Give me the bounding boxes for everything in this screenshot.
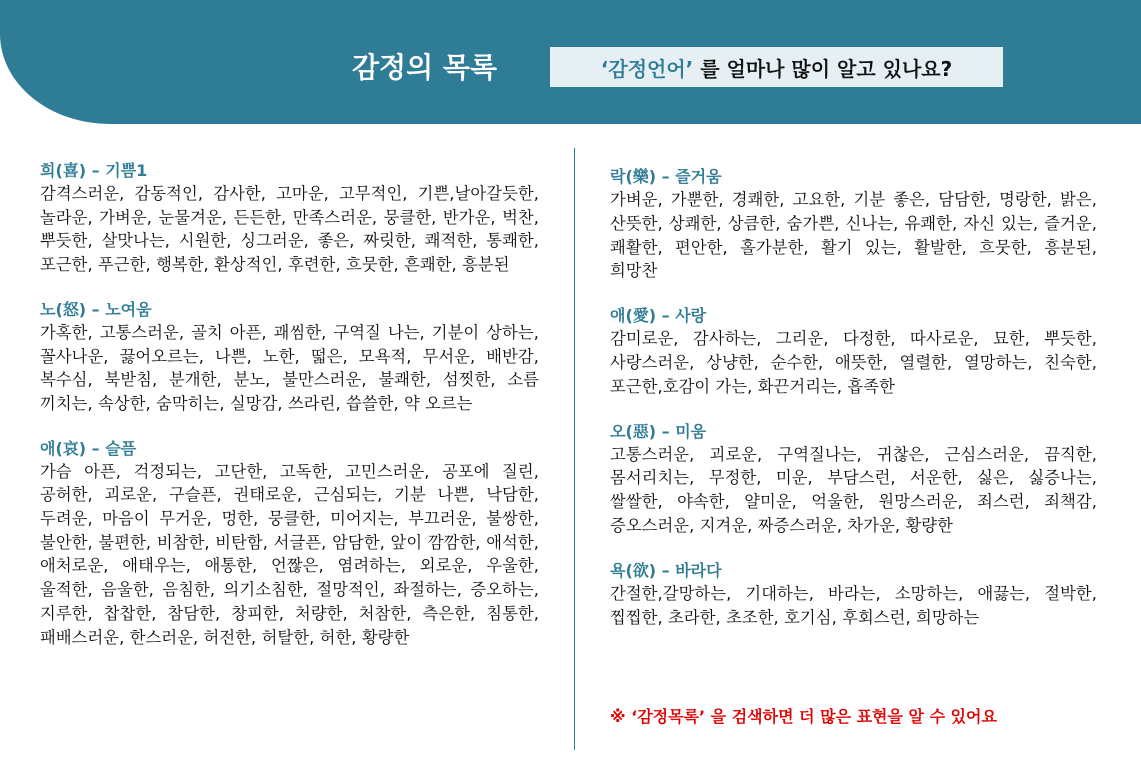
- footnote-tip: ※ ‘감정목록’ 을 검색하면 더 많은 표현을 알 수 있어요: [610, 707, 997, 726]
- subtitle-box: [550, 47, 1003, 87]
- section-joy: [40, 160, 539, 277]
- section-title: 욕(欲) – 바라다: [610, 560, 722, 580]
- section-title: 애(哀) – 슬픔: [40, 438, 137, 458]
- section-anger: [40, 299, 539, 416]
- section-title: 노(怒) – 노여움: [40, 299, 152, 319]
- section-title: 오(惡) – 미움: [610, 421, 707, 441]
- section-body: 간절한,갈망하는, 기대하는, 바라는, 소망하는, 애끓는, 절박한, 찝찝한, 초라한, 초조한, 호기심, 후회스런, 희망하는: [610, 583, 1097, 627]
- section-title: 락(樂) – 즐거움: [610, 167, 722, 186]
- right-column: [610, 166, 1097, 651]
- section-pleasure: [610, 166, 1097, 283]
- column-divider: [574, 148, 575, 750]
- subtitle-text: 를 얼마나 많이 알고 있나요?: [693, 56, 953, 81]
- section-body: 가혹한, 고통스러운, 골치 아픈, 괘씸한, 구역질 나는, 기분이 상하는, 꼴사나운, 끓어오르는, 나쁜, 노한, 떫은, 모욕적, 무서운, 배반감, 복수심, 북받침, 분개한, 분노, 불만스러운, 불쾌한, 섬찟한, 소름 끼치는, 속상한, 숨막히는, 실망감, 쓰라린, 씁쓸한, 약 오르는: [40, 322, 539, 413]
- header-banner: [0, 0, 1141, 124]
- section-body: 감격스러운, 감동적인, 감사한, 고마운, 고무적인, 기쁜,날아갈듯한, 놀라운, 가벼운, 눈물겨운, 든든한, 만족스러운, 뭉클한, 반가운, 벅찬, 뿌듯한, 살맛나는, 시원한, 싱그러운, 좋은, 짜릿한, 쾌적한, 통쾌한, 포근한, 푸근한, 행복한, 환상적인, 후련한, 흐뭇한, 흔쾌한, 흥분된: [40, 184, 539, 275]
- page-title: 감정의 목록: [352, 51, 497, 84]
- section-body: 가벼운, 가뿐한, 경쾌한, 고요한, 기분 좋은, 담담한, 명랑한, 밝은,산뜻한, 상쾌한, 상큼한, 숨가쁜, 신나는, 유쾌한, 자신 있는, 즐거운,쾌활한, 편안한, 홀가분한, 활기 있는, 활발한, 흐뭇한, 흥분된, 희망찬: [610, 190, 1097, 281]
- section-body: 감미로운, 감사하는, 그리운, 다정한, 따사로운, 묘한, 뿌듯한, 사랑스러운, 상냥한, 순수한, 애뜻한, 열렬한, 열망하는, 친숙한, 포근한,호감이 가는, 화끈거리는, 흡족한: [610, 329, 1097, 396]
- section-body: 가슴 아픈, 걱정되는, 고단한, 고독한, 고민스러운, 공포에 질린, 공허한, 괴로운, 구슬픈, 권태로운, 근심되는, 기분 나쁜, 낙담한, 두려운, 마음이 무거운, 멍한, 뭉클한, 미어지는, 부끄러운, 불쌍한, 불안한, 불편한, 비참한, 비탄함, 서글픈, 암담한, 앞이 깜깜한, 애석한,애처로운, 애태우는, 애통한, 언짢은, 염려하는, 외로운, 우울한, 울적한, 음울한, 음침한, 의기소침한, 절망적인, 좌절하는, 증오하는,지루한, 찹찹한, 참담한, 창피한, 처량한, 처참한, 측은한, 침통한, 패배스러운, 한스러운, 허전한, 허탈한, 허한, 황량한: [40, 461, 539, 647]
- section-hate: [610, 421, 1097, 538]
- left-column: [40, 160, 539, 671]
- section-title: 애(愛) – 사랑: [610, 306, 707, 326]
- subtitle-highlight: ‘감정언어’: [600, 56, 694, 81]
- section-body: 고통스러운, 괴로운, 구역질나는, 귀찮은, 근심스러운, 끔직한, 몸서리치는, 무정한, 미운, 부담스런, 서운한, 싫은, 싫증나는, 쌀쌀한, 야속한, 얄미운, 억울한, 원망스러운, 죄스런, 죄책감, 증오스러운, 지겨운, 짜증스러운, 차가운, 황량한: [610, 444, 1097, 535]
- section-title: 희(喜) – 기쁨1: [40, 161, 148, 180]
- section-love: [610, 305, 1097, 398]
- section-sorrow: [40, 438, 539, 650]
- section-desire: [610, 560, 1097, 630]
